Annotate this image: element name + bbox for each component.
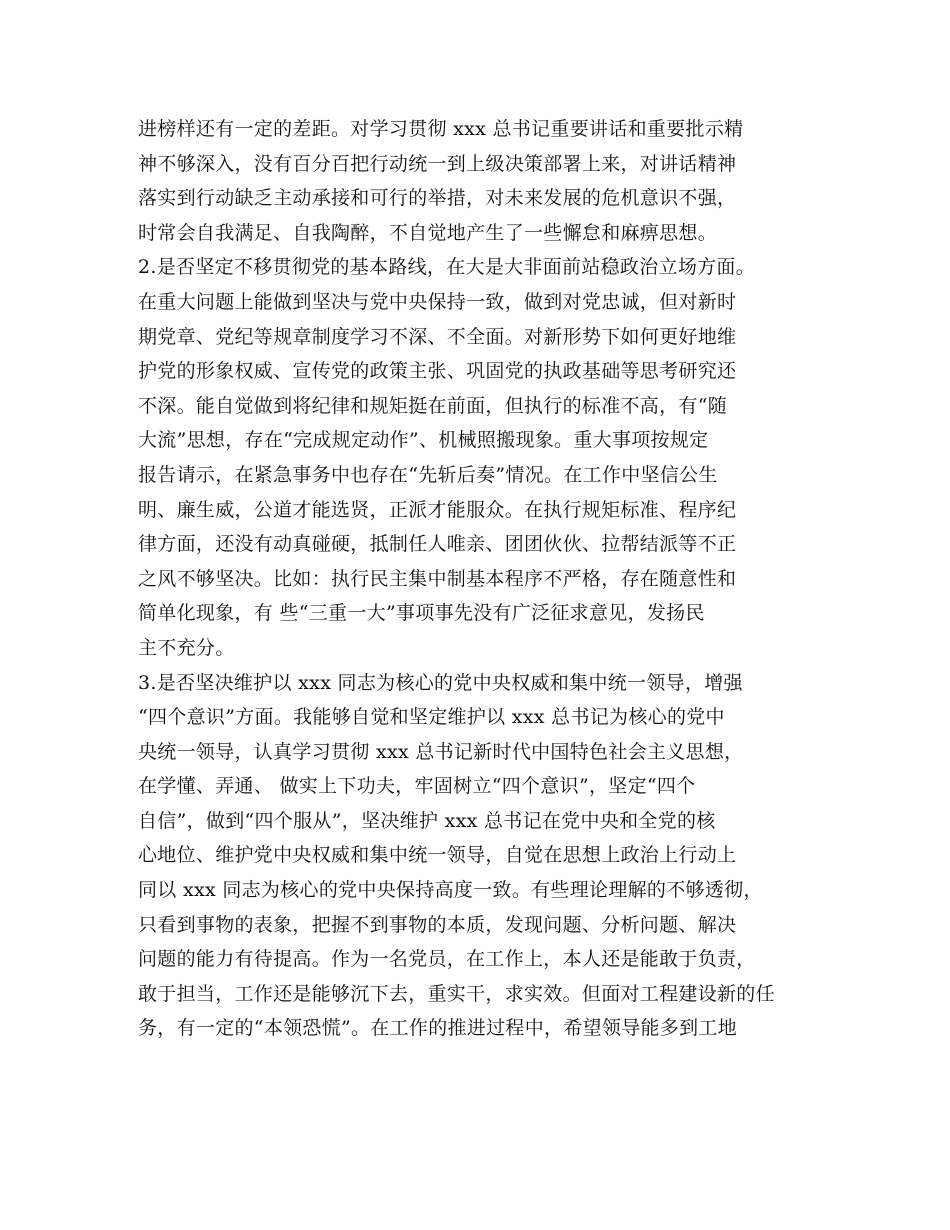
text-line: 期党章、党纪等规章制度学习不深、不全面。对新形势下如何更好地维 — [138, 325, 737, 348]
text-line: 明、廉生威，公道才能选贤，正派才能服众。在执行规矩标准、程序纪 — [138, 498, 737, 521]
text-line: 只看到事物的表象，把握不到事物的本质，发现问题、分析问题、解决 — [138, 913, 737, 936]
text-line: 务，有一定的“本领恐慌”。在工作的推进过程中，希望领导能多到工地 — [138, 1017, 738, 1040]
text-line: 大流”思想，存在“完成规定动作”、机械照搬现象。重大事项按规定 — [138, 429, 709, 452]
text-line: 问题的能力有待提高。作为一名党员，在工作上，本人还是能敢于负责， — [138, 948, 756, 971]
text-line: 护党的形象权威、宣传党的政策主张、巩固党的执政基础等思考研究还 — [138, 360, 737, 383]
text-line: 在重大问题上能做到坚决与党中央保持一致，做到对党忠诚，但对新时 — [138, 290, 737, 313]
text-line: 神不够深入，没有百分百把行动统一到上级决策部署上来，对讲话精神 — [138, 152, 737, 175]
text-line: 律方面，还没有动真碰硬，抵制任人唯亲、团团伙伙、拉帮结派等不正 — [138, 533, 737, 556]
text-line: 落实到行动缺乏主动承接和可行的举措，对未来发展的危机意识不强， — [138, 187, 737, 210]
text-line: 在学懂、弄通、 做实上下功夫，牢固树立“四个意识”，坚定“四个 — [138, 775, 696, 798]
text-line: 不深。能自觉做到将纪律和规矩挺在前面，但执行的标准不高，有“随 — [138, 394, 728, 417]
text-line: 央统一领导，认真学习贯彻 xxx 总书记新时代中国特色社会主义思想， — [138, 740, 744, 763]
text-line: 自信”，做到“四个服从”，坚决维护 xxx 总书记在党中央和全党的核 — [138, 809, 716, 832]
text-line: “四个意识”方面。我能够自觉和坚定维护以 xxx 总书记为核心的党中 — [138, 706, 725, 729]
section-heading-line: 3.是否坚决维护以 xxx 同志为核心的党中央权威和集中统一领导，增强 — [138, 671, 743, 694]
text-line: 主不充分。 — [138, 636, 235, 659]
text-line: 进榜样还有一定的差距。对学习贯彻 xxx 总书记重要讲话和重要批示精 — [138, 118, 744, 140]
text-line: 时常会自我满足、自我陶醉，不自觉地产生了一些懈怠和麻痹思想。 — [138, 221, 718, 244]
text-line: 报告请示，在紧急事务中也存在“先斩后奏”情况。在工作中坚信公生 — [138, 463, 718, 486]
section-heading-line: 2.是否坚定不移贯彻党的基本路线，在大是大非面前站稳政治立场方面。 — [138, 256, 756, 279]
text-line: 敢于担当，工作还是能够沉下去，重实干，求实效。但面对工程建设新的任 — [138, 982, 775, 1005]
text-line: 之风不够坚决。比如：执行民主集中制基本程序不严格，存在随意性和 — [138, 567, 737, 590]
text-line: 同以 xxx 同志为核心的党中央保持高度一致。有些理论理解的不够透彻， — [138, 879, 763, 902]
text-line: 简单化现象，有 些“三重一大”事项事先没有广泛征求意见，发扬民 — [138, 602, 705, 625]
text-line: 心地位、维护党中央权威和集中统一领导，自觉在思想上政治上行动上 — [138, 844, 737, 867]
document-body — [138, 112, 828, 1046]
